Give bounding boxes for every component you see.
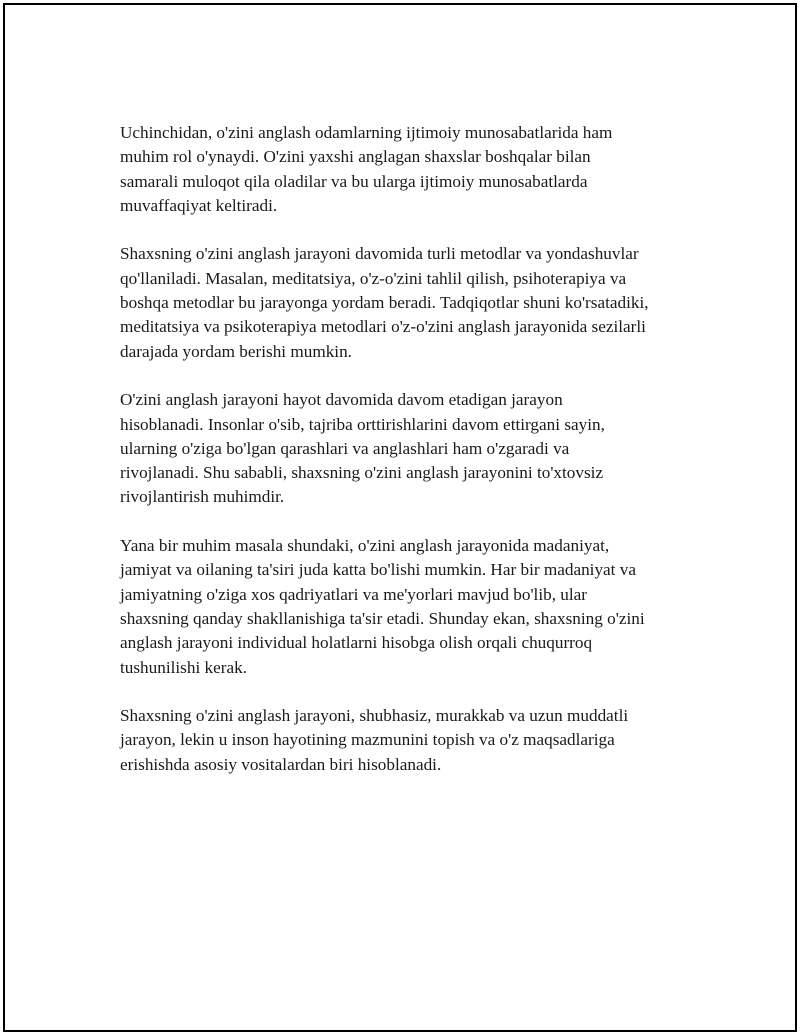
text-line: shaxsning qanday shakllanishiga ta'sir etadi. Shunday ekan, shaxsning o'zini <box>120 608 645 628</box>
text-line: jarayon, lekin u inson hayotining mazmunini topish va o'z maqsadlariga <box>120 730 615 750</box>
text-line: Shaxsning o'zini anglash jarayoni davomida turli metodlar va yondashuvlar <box>120 244 639 264</box>
text-line: rivojlanadi. Shu sababli, shaxsning o'zini anglash jarayonini to'xtovsiz <box>120 463 604 483</box>
text-line: muvaffaqiyat keltiradi. <box>120 195 278 215</box>
text-line: muhim rol o'ynaydi. O'zini yaxshi anglagan shaxslar boshqalar bilan <box>120 147 591 167</box>
text-line: erishishda asosiy vositalardan biri hisoblanadi. <box>120 754 442 774</box>
text-line: Yana bir muhim masala shundaki, o'zini anglash jarayonida madaniyat, <box>120 536 610 556</box>
paragraph <box>120 534 680 680</box>
document-page <box>3 3 797 1032</box>
text-line: darajada yordam berishi mumkin. <box>120 341 352 361</box>
text-line: hisoblanadi. Insonlar o'sib, tajriba orttirishlarini davom ettirgani sayin, <box>120 414 605 434</box>
text-line: anglash jarayoni individual holatlarni hisobga olish orqali chuqurroq <box>120 633 593 653</box>
text-line: Uchinchidan, o'zini anglash odamlarning ijtimoiy munosabatlarida ham <box>120 123 613 142</box>
text-line: O'zini anglash jarayoni hayot davomida davom etadigan jarayon <box>120 390 563 410</box>
paragraph <box>120 242 680 363</box>
document-body <box>120 121 680 801</box>
text-line: tushunilishi kerak. <box>120 657 247 677</box>
paragraph <box>120 388 680 509</box>
paragraph <box>120 704 680 777</box>
text-line: Shaxsning o'zini anglash jarayoni, shubhasiz, murakkab va uzun muddatli <box>120 706 629 726</box>
text-line: samarali muloqot qila oladilar va bu ularga ijtimoiy munosabatlarda <box>120 171 588 191</box>
text-line: meditatsiya va psikoterapiya metodlari o'z-o'zini anglash jarayonida sezilarli <box>120 317 646 337</box>
paragraph <box>120 121 680 218</box>
text-line: qo'llaniladi. Masalan, meditatsiya, o'z-o'zini tahlil qilish, psihoterapiya va <box>120 268 627 288</box>
text-line: rivojlantirish muhimdir. <box>120 487 285 507</box>
text-line: jamiyat va oilaning ta'siri juda katta bo'lishi mumkin. Har bir madaniyat va <box>120 560 636 580</box>
text-line: jamiyatning o'ziga xos qadriyatlari va me'yorlari mavjud bo'lib, ular <box>120 584 588 604</box>
text-line: boshqa metodlar bu jarayonga yordam beradi. Tadqiqotlar shuni ko'rsatadiki, <box>120 293 649 313</box>
text-line: ularning o'ziga bo'lgan qarashlari va anglashlari ham o'zgaradi va <box>120 438 570 458</box>
